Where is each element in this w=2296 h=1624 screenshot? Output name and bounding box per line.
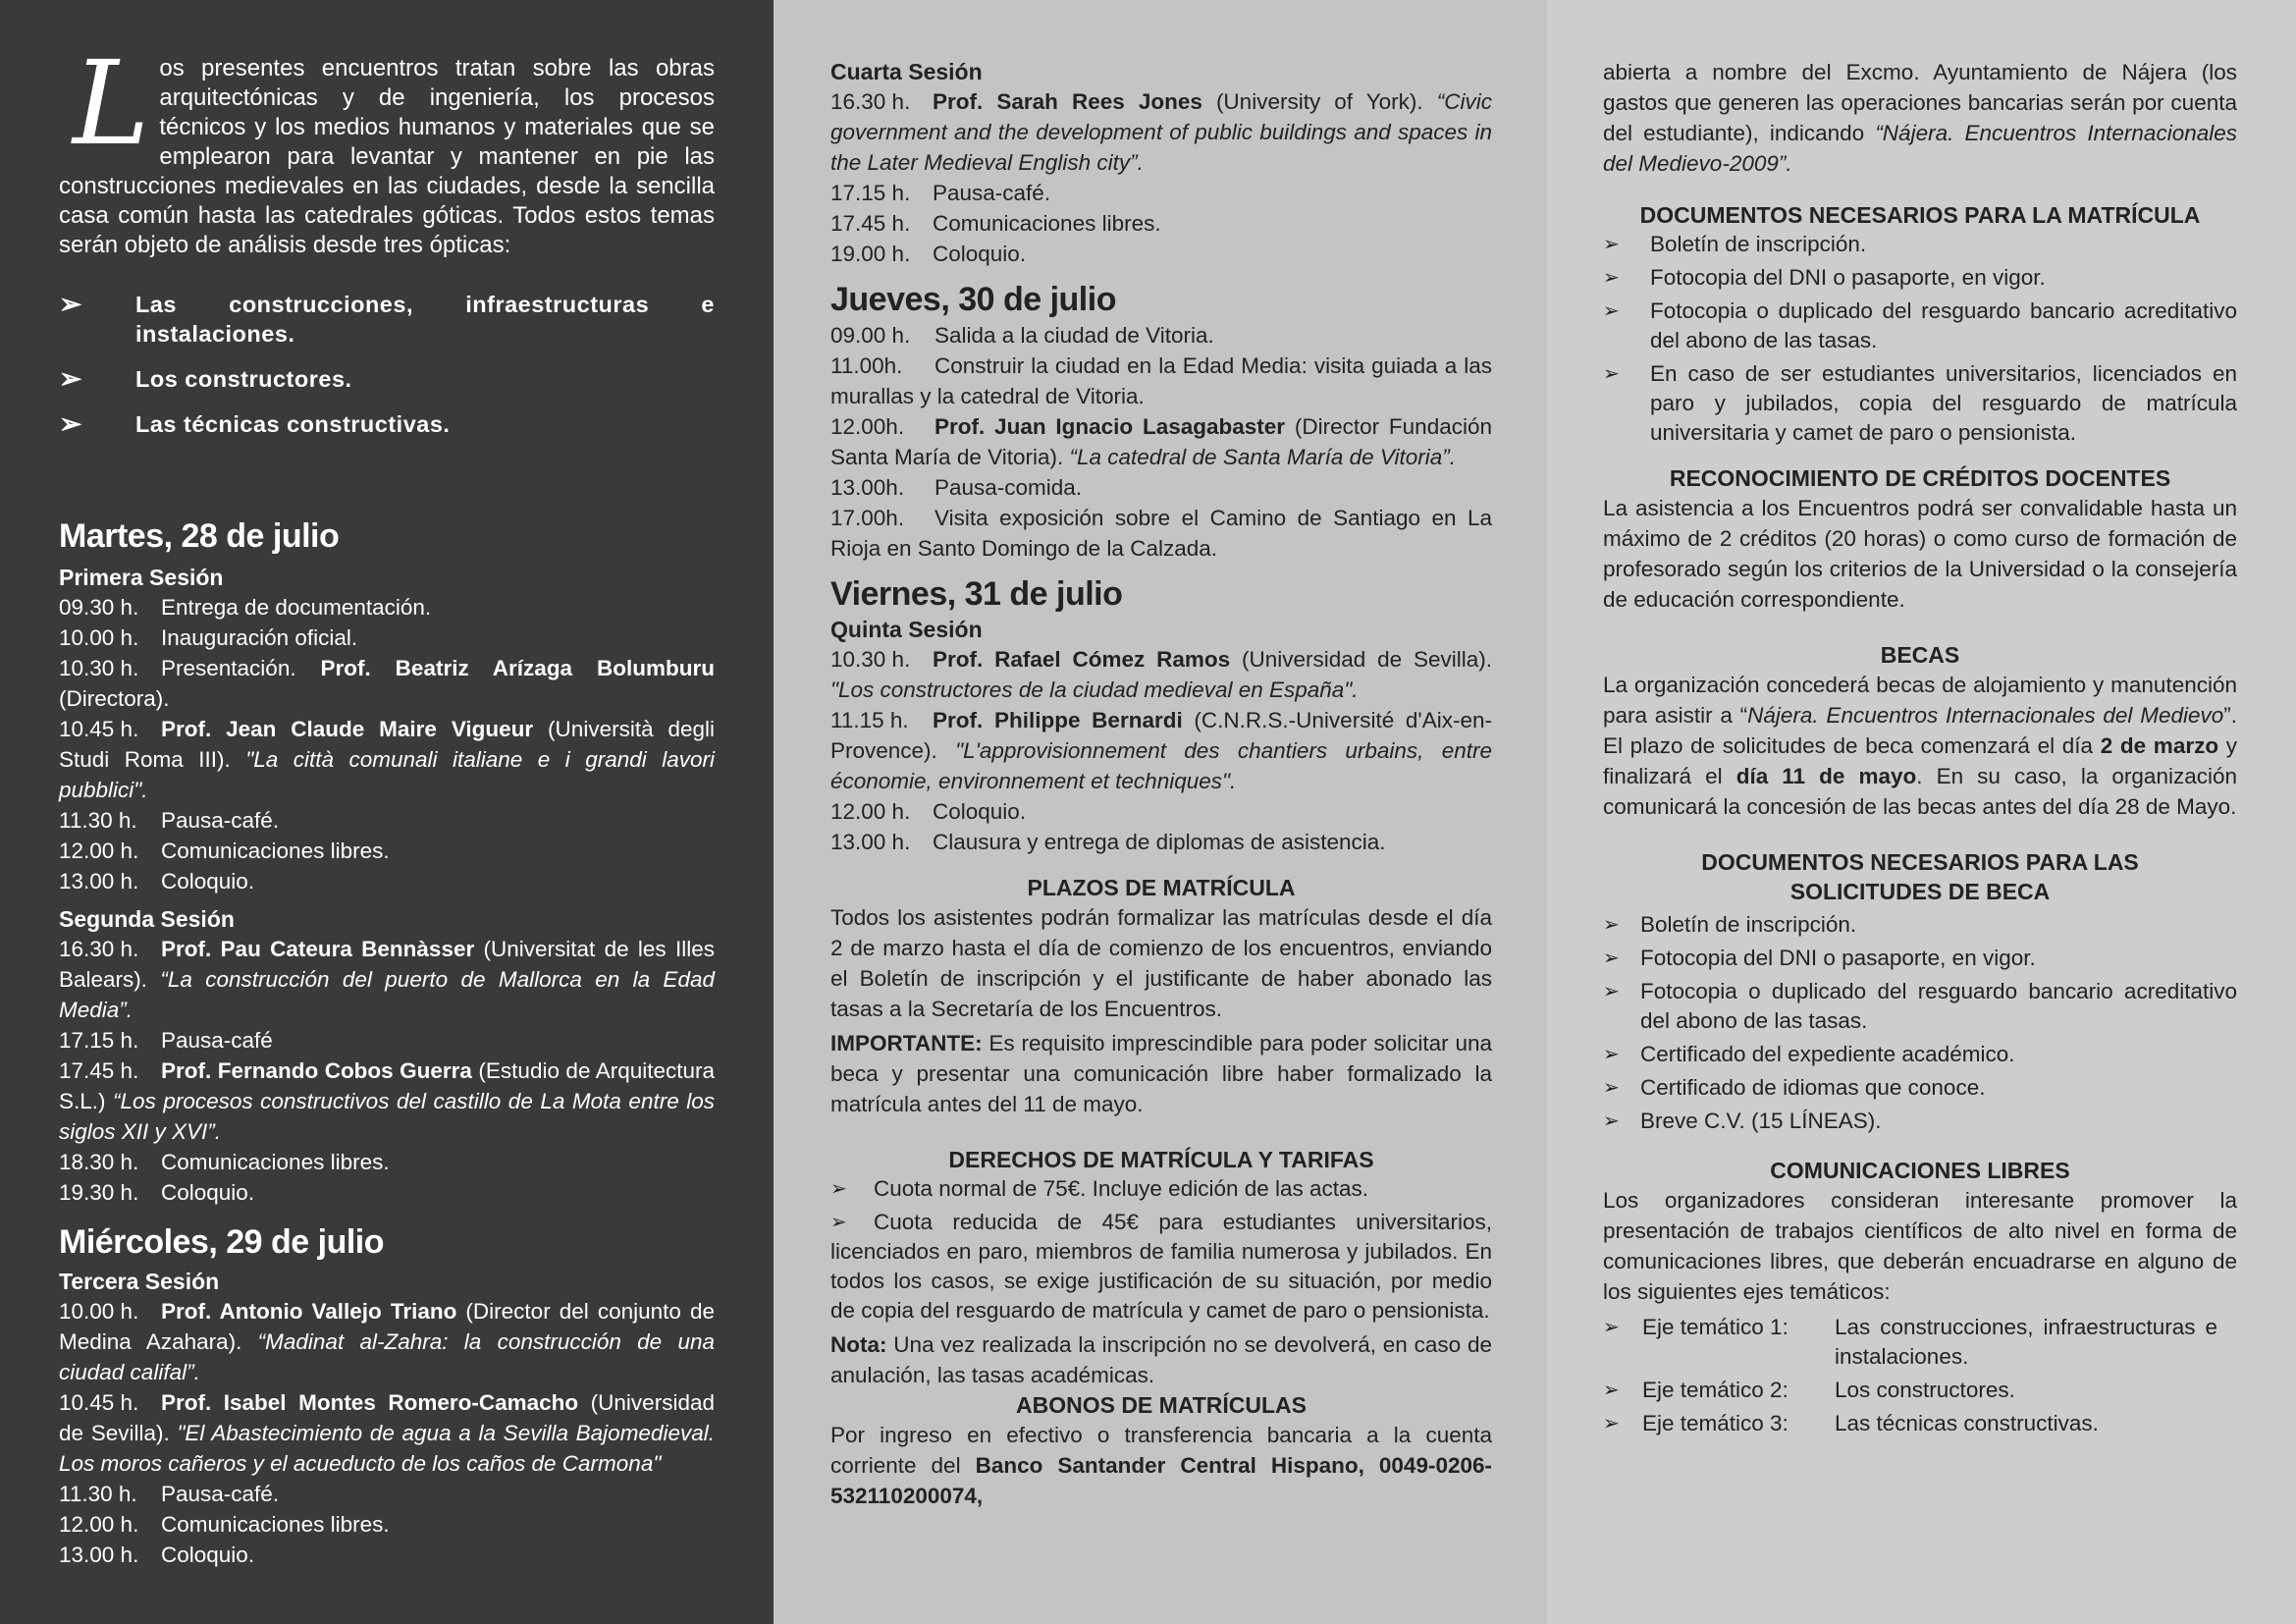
- section-heading-docs-beca-2: SOLICITUDES DE BECA: [1789, 879, 2051, 904]
- arrow-icon: ➢: [1603, 947, 1620, 969]
- arrow-icon: ➢: [1603, 1044, 1620, 1065]
- schedule-row: 18.30 h. Comunicaciones libres.: [59, 1150, 390, 1174]
- schedule-row: 16.30 h. Prof. Sarah Rees Jones (University of York). “Civic government and the development of public buildings and spaces in the Later Medieval English city”.: [830, 89, 1492, 175]
- section-heading-plazos: PLAZOS DE MATRÍCULA: [1027, 875, 1296, 900]
- important-paragraph: IMPORTANTE: Es requisito imprescindible para poder solicitar una beca y presentar una comunicación libre haber formalizado la matrícula antes del 11 de mayo.: [830, 1031, 1492, 1116]
- schedule-row: 11.00h. Construir la ciudad en la Edad Media: visita guiada a las murallas y la catedral de Vitoria.: [830, 353, 1492, 408]
- ejes-list: [1603, 1313, 2237, 1438]
- doc-item: ➢ En caso de ser estudiantes universitarios, licenciados en paro y jubilados, copia del resguardo de matrícula universitaria y camet de paro o pensionista.: [1603, 361, 2237, 445]
- arrow-icon: ➢: [1603, 914, 1620, 936]
- schedule-row: 10.00 h. Prof. Antonio Vallejo Triano (Director del conjunto de Medina Azahara). “Madinat al-Zahra: la construcción de una ciudad califal”.: [59, 1299, 715, 1384]
- arrow-icon: ➢: [1603, 1413, 1620, 1435]
- topic-item: ➢ Las técnicas constructivas.: [59, 408, 451, 439]
- section-heading-abonos: ABONOS DE MATRÍCULAS: [1015, 1392, 1307, 1418]
- plazos-paragraph: Todos los asistentes podrán formalizar las matrículas desde el día 2 de marzo hasta el día de comienzo de los encuentros, enviando el Boletín de inscripción y el justificante de haber abonado las tasas a la Secretaría de los Encuentros.: [830, 905, 1492, 1021]
- schedule-row: 10.30 h. Presentación. Prof. Beatriz Arízaga Bolumburu (Directora).: [59, 656, 715, 711]
- doc-item: ➢ Boletín de inscripción.: [1603, 230, 2237, 259]
- arrow-icon: ➢: [59, 289, 82, 319]
- creditos-paragraph: La asistencia a los Encuentros podrá ser convalidable hasta un máximo de 2 créditos (20 horas) o como curso de formación de profesorado según los criterios de la Universidad o la consejería de educación correspondiente.: [1603, 496, 2237, 612]
- schedule-row: 16.30 h. Prof. Pau Cateura Bennàsser (Universitat de les Illes Balears). “La construcción del puerto de Mallorca en la Edad Media”.: [59, 937, 715, 1022]
- topics-list: [59, 290, 715, 439]
- schedule-row: 12.00 h. Comunicaciones libres.: [59, 839, 390, 863]
- arrow-icon: ➢: [830, 1178, 847, 1200]
- arrow-icon: ➢: [59, 408, 82, 439]
- schedule-row: 11.15 h. Prof. Philippe Bernardi (C.N.R.S.-Université d'Aix-en-Provence). "L'approvisionnement des chantiers urbains, entre économie, environnement et techniques".: [830, 708, 1492, 793]
- schedule-row: 12.00 h. Coloquio.: [830, 799, 1027, 824]
- arrow-icon: ➢: [1603, 1380, 1620, 1401]
- column-left: [0, 0, 774, 1624]
- schedule-row: 17.15 h. Pausa-café: [59, 1028, 273, 1053]
- schedule-row: 10.45 h. Prof. Jean Claude Maire Vigueur (Università degli Studi Roma III). "La città comunali italiane e i grandi lavori pubblici".: [59, 717, 715, 802]
- day-heading-viernes: Viernes, 31 de julio: [830, 575, 1123, 613]
- arrow-icon: ➢: [1603, 1110, 1620, 1132]
- doc-item: ➢ Fotocopia o duplicado del resguardo bancario acreditativo del abono de las tasas.: [1603, 979, 2237, 1033]
- column-middle: [774, 0, 1547, 1624]
- column-right: [1547, 0, 2296, 1624]
- schedule-row: 17.45 h. Comunicaciones libres.: [830, 211, 1161, 236]
- schedule-row: 11.30 h. Pausa-café.: [59, 1482, 280, 1506]
- fees-list: [830, 1174, 1492, 1326]
- section-heading-comunicaciones: COMUNICACIONES LIBRES: [1770, 1158, 2070, 1183]
- docs-matricula-list: [1603, 230, 2237, 448]
- section-heading-docs-matricula: DOCUMENTOS NECESARIOS PARA LA MATRÍCULA: [1639, 202, 2201, 228]
- arrow-icon: ➢: [1603, 300, 1620, 322]
- arrow-icon: ➢: [1603, 363, 1620, 385]
- arrow-icon: ➢: [59, 363, 82, 394]
- dropcap-letter: L: [73, 35, 150, 171]
- schedule-row: 17.00h. Visita exposición sobre el Camino de Santiago en La Rioja en Santo Domingo de la Calzada.: [830, 506, 1492, 561]
- fee-item: ➢ Cuota reducida de 45€ para estudiantes universitarios, licenciados en paro, miembros de familia numerosa y jubilados. En todos los casos, se exige justificación de su situación, por medio de copia del resguardo de matrícula y camet de paro o pensionista.: [830, 1210, 1492, 1323]
- doc-item: ➢ Fotocopia del DNI o pasaporte, en vigor.: [1603, 263, 2237, 293]
- schedule-row: 13.00h. Pausa-comida.: [830, 475, 1083, 500]
- schedule-row: 13.00 h. Clausura y entrega de diplomas de asistencia.: [830, 830, 1386, 854]
- section-heading-derechos: DERECHOS DE MATRÍCULA Y TARIFAS: [948, 1147, 1374, 1172]
- schedule-row: 17.45 h. Prof. Fernando Cobos Guerra (Estudio de Arquitectura S.L.) “Los procesos constructivos del castillo de La Mota entre los siglos XII y XVI”.: [59, 1058, 715, 1144]
- session-heading: Cuarta Sesión: [830, 59, 983, 84]
- schedule-row: 12.00 h. Comunicaciones libres.: [59, 1512, 390, 1537]
- eje-item: ➢ Eje temático 2: Los constructores.: [1603, 1376, 2237, 1405]
- doc-item: ➢ Fotocopia del DNI o pasaporte, en vigor.: [1603, 944, 2237, 973]
- schedule-row: 12.00h. Prof. Juan Ignacio Lasagabaster (Director Fundación Santa María de Vitoria). “La catedral de Santa María de Vitoria”.: [830, 414, 1492, 469]
- section-heading-docs-beca: DOCUMENTOS NECESARIOS PARA LAS: [1701, 849, 2139, 875]
- arrow-icon: ➢: [1603, 1077, 1620, 1099]
- schedule-row: 13.00 h. Coloquio.: [59, 869, 255, 893]
- day-heading-miercoles: Miércoles, 29 de julio: [59, 1223, 385, 1261]
- session-heading: Tercera Sesión: [59, 1269, 220, 1294]
- schedule-row: 13.00 h. Coloquio.: [59, 1543, 255, 1567]
- arrow-icon: ➢: [1603, 1317, 1620, 1338]
- schedule-row: 10.45 h. Prof. Isabel Montes Romero-Camacho (Universidad de Sevilla). "El Abastecimiento de agua a la Sevilla Bajomedieval. Los moros cañeros y el acueducto de los caños de Carmona": [59, 1390, 715, 1476]
- day-heading-martes: Martes, 28 de julio: [59, 517, 340, 555]
- schedule-row: 11.30 h. Pausa-café.: [59, 808, 280, 833]
- eje-item: ➢ Eje temático 1: Las construcciones, infraestructuras e instalaciones.: [1603, 1315, 2217, 1369]
- session-heading: Primera Sesión: [59, 565, 224, 590]
- schedule-row: 19.30 h. Coloquio.: [59, 1180, 255, 1205]
- session-heading: Segunda Sesión: [59, 906, 235, 932]
- eje-item: ➢ Eje temático 3: Las técnicas constructivas.: [1603, 1409, 2237, 1438]
- schedule-row: 10.00 h. Inauguración oficial.: [59, 625, 358, 650]
- comunicaciones-paragraph: Los organizadores consideran interesante promover la presentación de trabajos científicos de alto nivel en forma de comunicaciones libres, que deberán encuadrarse en alguno de los siguientes ejes temáticos:: [1603, 1188, 2237, 1304]
- arrow-icon: ➢: [1603, 981, 1620, 1002]
- doc-item: ➢ Certificado de idiomas que conoce.: [1603, 1073, 2237, 1103]
- abonos-continued: abierta a nombre del Excmo. Ayuntamiento de Nájera (los gastos que generen las operaciones bancarias serán por cuenta del estudiante), indicando “Nájera. Encuentros Internacionales del Medievo-2009”.: [1603, 60, 2238, 176]
- docs-beca-list: [1603, 910, 2237, 1136]
- intro-paragraph: Los presentes encuentros tratan sobre las obras arquitectónicas y de ingeniería, los procesos técnicos y los medios humanos y materiales que se emplearon para levantar y mantener en pie las construcciones medievales en las ciudades, desde la sencilla casa común hasta las catedrales góticas. Todos estos temas serán objeto de análisis desde tres ópticas:: [59, 35, 715, 258]
- arrow-icon: ➢: [830, 1212, 847, 1233]
- arrow-icon: ➢: [1603, 267, 1620, 289]
- schedule-row: 09.30 h. Entrega de documentación.: [59, 595, 432, 620]
- schedule-row: 19.00 h. Coloquio.: [830, 242, 1027, 266]
- section-heading-creditos: RECONOCIMIENTO DE CRÉDITOS DOCENTES: [1669, 465, 2171, 491]
- doc-item: ➢ Breve C.V. (15 LÍNEAS).: [1603, 1107, 2237, 1136]
- abonos-paragraph: Por ingreso en efectivo o transferencia bancaria a la cuenta corriente del Banco Santander Central Hispano, 0049-0206-532110200074,: [830, 1423, 1492, 1508]
- topic-item: ➢ Las construcciones, infraestructuras e instalaciones.: [59, 289, 715, 347]
- session-heading: Quinta Sesión: [830, 617, 983, 642]
- section-heading-becas: BECAS: [1880, 642, 1960, 668]
- schedule-row: 10.30 h. Prof. Rafael Cómez Ramos (Universidad de Sevilla). "Los constructores de la ciudad medieval en España".: [830, 647, 1492, 702]
- fee-item: ➢ Cuota normal de 75€. Incluye edición de las actas.: [830, 1174, 1492, 1204]
- day-heading-jueves: Jueves, 30 de julio: [830, 281, 1116, 318]
- nota-paragraph: Nota: Una vez realizada la inscripción no se devolverá, en caso de anulación, las tasas académicas.: [830, 1332, 1492, 1387]
- arrow-icon: ➢: [1603, 234, 1620, 255]
- doc-item: ➢ Boletín de inscripción.: [1603, 910, 2237, 940]
- doc-item: ➢ Certificado del expediente académico.: [1603, 1040, 2237, 1069]
- schedule-row: 17.15 h. Pausa-café.: [830, 181, 1051, 205]
- topic-item: ➢ Los constructores.: [59, 363, 352, 394]
- schedule-row: 09.00 h. Salida a la ciudad de Vitoria.: [830, 323, 1214, 348]
- becas-paragraph: La organización concederá becas de alojamiento y manutención para asistir a “Nájera. Encuentros Internacionales del Medievo”. El plazo de solicitudes de beca comenzará el día 2 de marzo y finalizará el día 11 de mayo. En su caso, la organización comunicará la concesión de las becas antes del día 28 de Mayo.: [1603, 673, 2238, 819]
- doc-item: ➢ Fotocopia o duplicado del resguardo bancario acreditativo del abono de las tasas.: [1603, 298, 2237, 352]
